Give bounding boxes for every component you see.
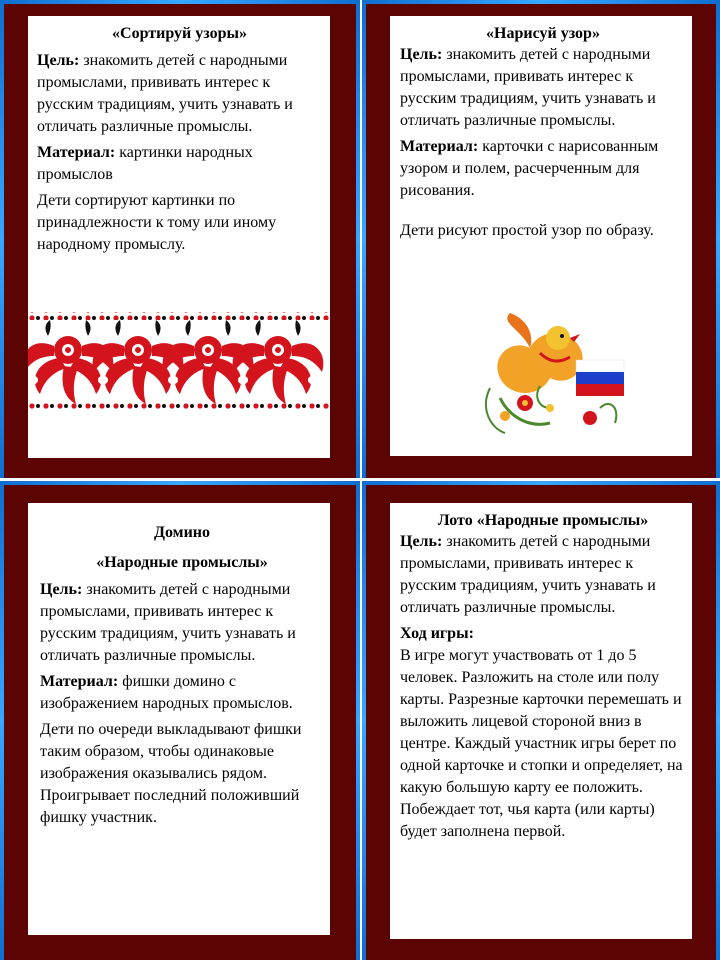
card-panel [28,16,330,458]
material-text: карточки с нарисованным узором и полем, расчерченным для рисования. [400,138,659,199]
material-paragraph [40,671,324,715]
card-title: «Нарисуй узор» [486,25,600,42]
card-title-line1: Домино [153,524,211,541]
material-paragraph [37,142,322,186]
goal-label: Цель: [40,581,83,598]
goal-text: знакомить детей с народными промыслами, прививать интерес к русским традициям, учить узнавать и отличать различные промыслы. [37,52,293,135]
card-title-line2: «Народные промыслы» [96,554,268,571]
goal-paragraph [400,531,686,619]
rules-text: В игре могут участвовать от 1 до 5 человек. Разложить на столе или полу карты. Разрезные карточки перемешать и выложить лицевой стороной вниз в центре. Каждый участник игры берет по одной карточке и стопки и определяет, на какую большую карту ее положить. Побеждает тот, чья карта (или карты) будет заполнена первой. [400,647,683,840]
material-label: Материал: [37,144,116,161]
card-panel [390,16,692,456]
card-title: «Сортируй узоры» [112,25,247,42]
game-card-domino [0,481,360,960]
card-panel [28,503,330,935]
goal-label: Цель: [400,533,443,550]
material-text: картинки народных промыслов [37,144,253,183]
goal-text: знакомить детей с народными промыслами, прививать интерес к русским традициям, учить узнавать и отличать различные промыслы. [400,46,656,129]
material-text: фишки домино с изображением народных промыслов. [40,673,293,712]
goal-paragraph [400,44,686,132]
game-card-lotto [362,481,720,960]
goal-text: знакомить детей с народными промыслами, прививать интерес к русским традициям, учить узнавать и отличать различные промыслы. [40,581,296,664]
goal-label: Цель: [400,46,443,63]
material-label: Материал: [40,673,119,690]
goal-paragraph [37,50,322,138]
game-card-sort-patterns [0,0,360,478]
goal-paragraph [40,579,324,667]
description: Дети рисуют простой узор по образу. [400,222,654,239]
khokhloma-ornament-image [28,298,330,424]
firebird-flag-image [480,308,630,438]
description: Дети по очереди выкладывают фишки таким образом, чтобы одинаковые изображения оказывались рядом. Проигрывает последний положивший фишку участник. [40,721,302,826]
material-paragraph [400,136,686,202]
goal-text: знакомить детей с народными промыслами, прививать интерес к русским традициям, учить узнавать и отличать различные промыслы. [400,533,656,616]
rules-heading: Ход игры: [400,625,474,642]
card-panel [390,503,692,939]
goal-label: Цель: [37,52,80,69]
game-card-draw-pattern [362,0,720,478]
material-label: Материал: [400,138,479,155]
card-title: Лото «Народные промыслы» [437,512,649,529]
description: Дети сортируют картинки по принадлежности к тому или иному народному промыслу. [37,192,277,253]
